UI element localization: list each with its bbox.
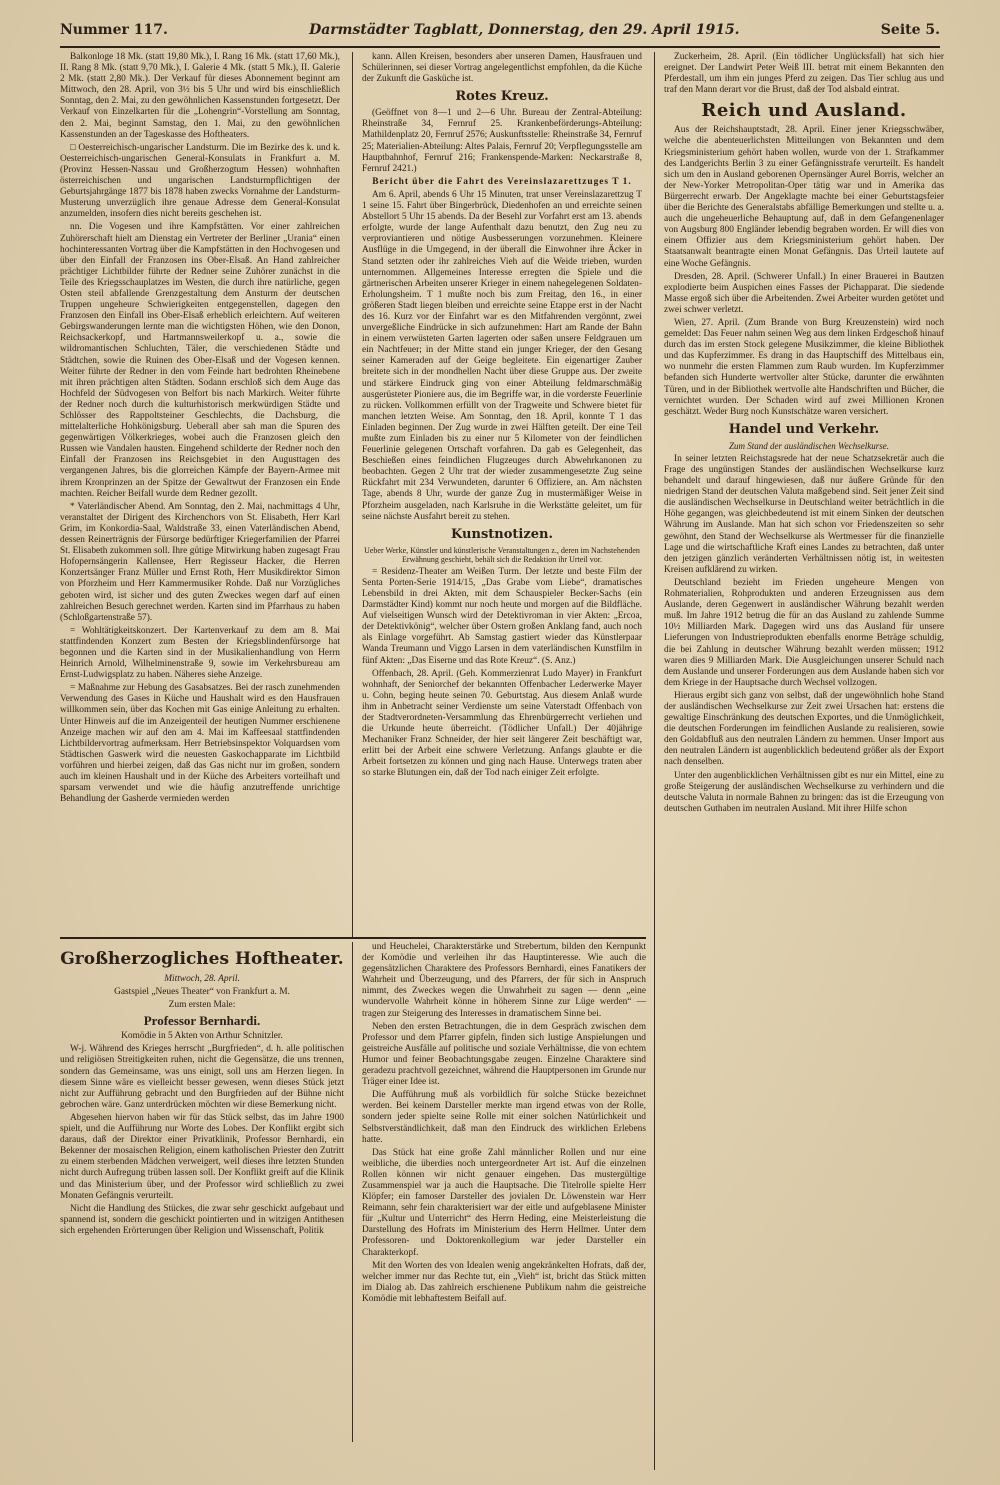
article-paragraph: W-j. Während des Krieges herrscht „Burgfrieden“, d. h. alle politischen und religiösen Streitigkeiten ruhen, nicht die Gegensätze, die uns trennen, sondern das Gemeinsame, was uns einigt, soll uns am Herzen liegen. In diesem Sinne wäre es vielleicht besser gewesen, wenn dieses Stück jetzt nicht zur Aufführung gebracht und den Burgfrieden auf der Bühne nicht gebrochen wäre. Ganz unterdrücken möchten wir diese Bemerkung nicht. xyxy=(60,1044,344,1110)
play-title: Professor Bernhardi. xyxy=(143,1013,261,1029)
article-paragraph: Unter den augenblicklichen Verhältnissen gibt es nur ein Mittel, eine zu große Steigerung der ausländischen Wechselkurse zu verhindern und die deutsche Valuta in normale Bahnen zu bringen: das ist die Erzeugung von deutschen Guthaben im neutralen Ausland. Mit ihrer Hilfe schon xyxy=(664,770,944,814)
article-paragraph: Mit den Worten des von Idealen wenig angekränkelten Hofrats, daß der, welcher immer nur das Rechte tut, ein „Vieh“ ist, bricht das Stück mitten im Dialog ab. Das zahlreich erschienene Publikum nahm die geistreiche Komödie mit lebhaftestem Beifall auf. xyxy=(362,1260,646,1304)
performance-date: Mittwoch, 28. April. xyxy=(164,974,240,984)
column-divider xyxy=(352,52,353,937)
section-heading-reich: Reich und Ausland. xyxy=(701,100,907,122)
play-genre: Komödie in 5 Akten von Arthur Schnitzler. xyxy=(121,1031,283,1042)
article-paragraph: Abgesehen hiervon haben wir für das Stück selbst, das im Jahre 1900 spielt, und die Aufführung nur Worte des Lobes. Der Konflikt ergibt sich daraus, daß der Direktor einer Privatklinik, Professor Bernhardi, ein Bekenner der mosaischen Religion, einem katholischen Priester den Zutritt zu einem sterbenden Mädchen verweigert, weil dieses ihre letzten Stunden nicht durch Aufregung trüben lassen soll. Der Konflikt greift auf die Klinik und das Ministerium über, und der Professor wird schließlich zu zwei Monaten Gefängnis verurteilt. xyxy=(60,1112,344,1201)
red-cross-info: (Geöffnet von 8—1 und 2—6 Uhr. Bureau der Zentral-Abteilung: Rheinstraße 34, Fernruf 25. Krankenbeförderungs-Abteilung: Mathildenplatz 20, Fernruf 2576; Auskunftsstelle: Rheinstraße 34, Fernruf 25; Materialien-Abteilung: Altes Palais, Fernruf 20; Verpflegungsstelle am Hauptbahnhof, Fernruf 216; Frankenspende-Marken: Neckarstraße 8, Fernruf 2421.) xyxy=(362,108,642,174)
column-local-news xyxy=(60,52,340,937)
column-divider xyxy=(352,942,353,1442)
article-paragraph: kann. Allen Kreisen, besonders aber unseren Damen, Hausfrauen und Schülerinnen, sei dieser Vortrag angelegentlichst empfohlen, da die Küche der Zukunft die Gasküche ist. xyxy=(362,52,642,85)
article-paragraph: In seiner letzten Reichstagsrede hat der neue Schatzsekretär auch die Frage des ungünstigen Standes der ausländischen Wechselkurse kurz behandelt und darauf hingewiesen, daß nur äußere Gründe für den niedrigen Stand der deutschen Valuta maßgebend sind. Seit jener Zeit sind die ausländischen Wechselkurse in Deutschland weiter beträchtlich in die Höhe gegangen, was gleichbedeutend ist mit einem Sinken der deutschen Währung im Auslande. Man hat sich schon vor Friedenszeiten so sehr gewöhnt, den Stand der Wechselkurse als Wertmesser für die finanzielle Lage und die wirtschaftliche Kraft eines Landes zu betrachten, daß unter den jetzigen gänzlich veränderten Verhältnissen nötig ist, in weitesten Kreisen aufklärend zu wirken. xyxy=(664,453,944,575)
theater-heading: Großherzogliches Hoftheater. xyxy=(60,949,344,969)
article-paragraph: Dresden, 28. April. (Schwerer Unfall.) In einer Brauerei in Bautzen explodierte beim Auspichen eines Fasses der Pichapparat. Die siedende Masse ergoß sich über die Arbeitenden. Zwei Arbeiter wurden getötet und zwei schwer verletzt. xyxy=(664,271,944,315)
article-paragraph: Die Aufführung muß als vorbildlich für solche Stücke bezeichnet werden. Bei keinem Darsteller merkte man irgend etwas von der Rolle, sondern jeder spielte seine Rolle mit einer solchen Natürlichkeit und Selbstverständlichkeit, daß man den Eindruck des wirklichen Erlebens hatte. xyxy=(362,1090,646,1145)
issue-number: Nummer 117. xyxy=(60,22,168,38)
trade-subtitle: Zum Stand der ausländischen Wechselkurse. xyxy=(729,440,889,451)
article-paragraph: Aus der Reichshauptstadt, 28. April. Einer jener Kriegsschwäber, welche die abenteuerlichsten Mitteilungen von Bekannten und dem Kriegsministerium gehört haben wollen, wurde von der 1. Strafkammer des Landgerichts Berlin 3 zu einer Gefängnisstrafe verurteilt. Es handelt sich um den in Ausland geborenen Opernsänger Aurel Borris, welcher an der New-Yorker Metropolitan-Oper tätig war und in Amerika das Bürgerrecht erwarb. Der Angeklagte machte bei einer Geburtstagsfeier über die Berichte des Generalstabs abfällige Bemerkungen und stellte u. a. auch die ungeheuerliche Behauptung auf, daß in dem Gefangenenlager von Augsburg 800 Engländer lebendig begraben worden. Er will dies von einem Offizier aus dem Kriegsministerium gehört haben. Der Staatsanwalt beantragte einen Monat Gefängnis. Das Urteil lautete auf eine Woche Gefängnis. xyxy=(664,125,944,269)
article-paragraph: nn. Die Vogesen und ihre Kampfstätten. Vor einer zahlreichen Zuhörerschaft hielt am Dienstag ein Vertreter der Berliner „Urania“ einen hochinteressanten Vortrag über die Kampfstätten in den Hochvogesen und über den Einfall der Franzosen ins Ober-Elsaß. An Hand zahlreicher prächtiger Lichtbilder führte der Redner seine Zuhörer zunächst in die Teile des Kriegsschauplatzes im Westen, die durch ihre natürliche, gegen Osten steil abfallende Grenzgestaltung dem Ansturm der deutschen Truppen ungeheure Schwierigkeiten entgegenstellen, dagegen den Franzosen den Einfall ins Ober-Elsaß erheblich erleichtern. Auf weiteren Gebirgswanderungen lernte man die wichtigsten Höhen, wie den Donon, Reichsackerkopf, und Hartmannsweilerkopf u. a., sowie die wildromantischen Schluchten, Täler, die verschiedenen Städte und Städtchen, sowie die Ruinen des Ober-Elsaß und der Vogesen kennen. Weiter führte der Redner in den vom Feinde hart bedrohten Rheinebene mit ihren prächtigen alten Städten. Sodann erschloß sich dem Auge das Hochfeld der Südvogesen von Belfort bis nach Markirch. Weiter führte der Redner noch durch die kulturhistorisch merkwürdigen Städte und Schlösser des Rappoltsteiner Geschlechts, die Dachsburg, die mittelalterliche Hohkönigsburg. Ueberall aber sah man die Spuren des gegenwärtigen Völkerkrieges, wobei auch die Franzosen gleich den Russen wie Vandalen hausten. Eingehend schilderte der Redner noch den Einfall der Franzosen ins Reichsgebiet in den Augusttagen des vergangenen Jahres, bis die glorreichen Kämpfe der Bayern-Armee mit ihrem Kronprinzen an der Spitze der Gewaltwut der Franzosen ein Ende machten. Reicher Beifall wurde dem Redner gezollt. xyxy=(60,222,340,499)
article-paragraph: Hieraus ergibt sich ganz von selbst, daß der ungewöhnlich hohe Stand der ausländischen Wechselkurse zur Zeit zwei Ursachen hat: erstens die gewaltige Einschränkung des deutschen Exportes, und die Unmöglichkeit, die deutschen Forderungen im feindlichen Auslande zu realisieren, sowie den Goldabfluß aus den neutralen Ländern zu hemmen. Unser Import aus den neutralen Ländern ist augenblicklich bedeutend größer als der Export nach denselben. xyxy=(664,690,944,768)
article-paragraph: = Residenz-Theater am Weißen Turm. Der letzte und beste Film der Senta Porten-Serie 1914/15, „Das Grabe vom Liebe“, dramatisches Lebensbild in drei Akten, mit dem Schauspieler Becker-Sachs (ein Darmstädter Kind) kommt nur noch heute und morgen auf die Bildfläche. Auf vielseitigen Wunsch wird der Detektivroman in vier Akten: „Ercoa, der Detektivkönig“, welcher über Ostern großen Anklang fand, auch noch als Einlage vorgeführt. Ab Samstag gastiert wieder das Künstlerpaar Wanda Treumann und Viggo Larsen in dem vaterländischen Kunstfilm in fünf Akten: „Das Eiserne und das Rote Kreuz“. (S. Anz.) xyxy=(362,566,642,666)
report-title: Bericht über die Fahrt des Vereinslazarettzuges T 1. xyxy=(372,176,632,187)
first-performance: Zum ersten Male: xyxy=(168,1000,236,1011)
page-header xyxy=(60,22,940,48)
masthead: Darmstädter Tagblatt, Donnerstag, den 29. April 1915. xyxy=(309,22,740,38)
article-paragraph: □ Oesterreichisch-ungarischer Landsturm. Die im Bezirke des k. und k. Oesterreichisch-ungarischen General-Konsulats in Frankfurt a. M. (Provinz Hessen-Nassau und Großherzogtum Hessen) wohnhaften österreichischen und ungarischen Landsturmpflichtigen der Geburtsjahrgänge 1877 bis 1878 haben zwecks Vornahme der Landsturm-Musterung unverzüglich ihre genaue Adresse dem General-Konsulat anzumelden, insofern dies nicht bereits geschehen ist. xyxy=(60,142,340,220)
page-number: Seite 5. xyxy=(880,22,940,38)
article-paragraph: Am 6. April, abends 6 Uhr 15 Minuten, trat unser Vereinslazarettzug T 1 seine 15. Fahrt über Bingerbrück, Diedenhofen an und erreichte seinen Abstellort 5 Uhr 15 abends. Da der Besehl zur Vorfahrt erst am 13. abends erfolgte, wurde der lange Aufenthalt dazu benutzt, den Zug neu zu verproviantieren und nötige Ausbesserungen vorzunehmen. Kleinere Ausflüge in die Umgegend, in der überall die Einwohner ihre Äcker in Stand setzten oder ihr zahlreiches Vieh auf die Weide trieben, wurden unternommen. Allgemeines Interesse erregten die Spiele und die gärtnerischen Arbeiten unserer Krieger in einem nahegelegenen Soldaten-Erholungsheim. T 1 mußte noch bis zum Freitag, den 16., in einer größeren Stadt liegen bleiben und erreichte seine Etappe erst in der Nacht des 16. Kurz vor der Einfahrt war es den Mitfahrenden vergönnt, zwei unvergeßliche Eindrücke in sich aufzunehmen: Hart am Rande der Bahn in einem verwüsteten Garten lagerten oder saßen unsere Feldgrauen um ein Nachtfeuer; in der Mitte stand ein junger Krieger, der den Gesang seiner Kameraden auf der Geige begleitete. Ein eigenartiger Zauber breitete sich in der mondhellen Nacht über diese Gruppe aus. Der zweite und stärkere Eindruck ging von einer Abteilung feldmarschmäßig ausgerüsteter Pioniere aus, die im Begriffe war, in die vorderste Feuerlinie zu rücken. Vollkommen erfüllt von der Tragweite und Schwere bietet für manchen letzten Weise. Am Sonntag, den 18. April, konnte T 1 das Einladen beginnen. Der Zug wurde in zwei Hälften geteilt. Der eine Teil mußte zum Einladen bis zu einer nur 5 Kilometer von der feindlichen Feuerlinie gelegenen Ortschaft vorfahren. Da gab es Gelegenheit, das Beschießen eines feindlichen Flugzeuges durch Abwehrkanonen zu beobachten. Gegen 2 Uhr trat der wieder zusammengesetzte Zug seine Rückfahrt mit 234 Verwundeten, darunter 6 Offiziere, an. Am nächsten Tage, abends 8 Uhr, wurde der ganze Zug in mustermäßiger Weise in Pforzheim ausgeladen, nach Karlsruhe in die Werkstätte geleitet, um für seine nächste Ausfahrt bereit zu stehen. xyxy=(362,189,642,522)
article-paragraph: und Heuchelei, Charakterstärke und Strebertum, bilden den Kernpunkt der Komödie und verleihen ihr das Hauptinteresse. Wie auch die gegensätzlichen Charaktere des Professors Bernhardi, eines Fanatikers der Wahrheit und Überzeugung, und des Pfarrers, der für sich in Anspruch nimmt, des Zweckes wegen die Unwahrheit zu sagen — denn „eine wundervolle Wahrheit könne in höherem Sinne zur Lüge werden“ — tragen zur Steigerung des Interesses in dramatischem Sinne bei. xyxy=(362,942,646,1019)
article-paragraph: Nicht die Handlung des Stückes, die zwar sehr geschickt aufgebaut und spannend ist, sondern die geschickt pointierten und in witzigen Antithesen sich ergehenden Erörterungen über Religion und Wissenschaft, Politik xyxy=(60,1203,344,1236)
theater-review xyxy=(60,942,344,1442)
article-paragraph: Neben den ersten Betrachtungen, die in dem Gespräch zwischen dem Professor und dem Pfarrer gipfeln, finden sich lustige Anspielungen und geistreiche Ausfälle auf politische und soziale Verhältnisse, die von echtem Humor und feiner Beobachtungsgabe zeugen. Einzelne Charaktere sind geradezu prachtvoll gezeichnet, während die Hauptpersonen im Grunde nur Träger einer Idee ist. xyxy=(362,1021,646,1088)
article-paragraph: Das Stück hat eine große Zahl männlicher Rollen und nur eine weibliche, die überdies noch untergeordneter Art ist. Auf die einzelnen Rollen können wir nicht genauer eingehen. Das mustergültige Zusammenspiel war ja auch die Hauptsache. Die Titelrolle spielte Herr Klöpfer; ein famoser Darsteller des jovialen Dr. Löwenstein war Herr Reimann, sehr fein charakterisiert war der eitle und aufgeblasene Minister für „Kultur und Unterricht“ des Herrn Heding, eine Meisterleistung die Darstellung des Hofrats im Ministerium des Herrn Hellmer. Unter dem Professoren- und Doktorenkollegium war jeder Darsteller ein Charakterkopf. xyxy=(362,1147,646,1258)
article-paragraph: Balkonloge 18 Mk. (statt 19,80 Mk.), I. Rang 16 Mk. (statt 17,60 Mk.), II. Rang 8 Mk. (statt 9,70 Mk.), I. Galerie 4 Mk. (statt 5 Mk.), II. Galerie 2 Mk. (statt 2,80 Mk.). Der Verkauf für dieses Abonnement beginnt am Mittwoch, den 28. April, von 3½ bis 5 Uhr und wird bis einschließlich Sonntag, den 2. Mai, zu den gewöhnlichen Kassenstunden fortgesetzt. Der Verkauf von Einzelkarten für die „Lohengrin“-Vorstellung am Sonntag, den 2. Mai, beginnt Samstag, den 1. Mai, zu den gewöhnlichen Kassenstunden an der Tageskasse des Hoftheaters. xyxy=(60,52,340,140)
guest-performance: Gastspiel „Neues Theater“ von Frankfurt a. M. xyxy=(114,987,290,998)
column-red-cross xyxy=(362,52,642,937)
section-heading-red-cross: Rotes Kreuz. xyxy=(455,89,549,105)
article-paragraph: Deutschland bezieht im Frieden ungeheure Mengen von Rohmaterialien, Rohprodukten und anderen Erzeugnissen aus dem Auslande, deren Gegenwert in ausländischer Währung bezahlt werden muß. Im Jahre 1912 betrug die für an das Ausland zu zahlende Summe 10½ Milliarden Mark. Dagegen wird uns das Ausland für unsere Lieferungen von Industrieprodukten ebenfalls enorme Beträge schuldig, die bei Zahlung in deutscher Währung bezahlt werden müssen; 1912 waren dies 9 Milliarden Mark. Die Ausgleichungen unserer Schuld nach dem Auslande und unserer Forderungen aus dem Auslande haben sich vor dem Kriege in der Hauptsache durch Wechsel vollzogen. xyxy=(664,577,944,688)
article-paragraph: Offenbach, 28. April. (Geh. Kommerzienrat Ludo Mayer) in Frankfurt wohnhaft, der Seniorchef der bekannten Offenbacher Lederwerke Mayer u. Cohn, beging heute seinen 70. Geburtstag. Aus diesem Anlaß wurde ihm in Anbetracht seiner Verdienste um seine Vaterstadt Offenbach von der Stadtverordneten-Versammlung das Ehrenbürgerrecht verliehen und die Urkunde heute überreicht. (Tödlicher Unfall.) Der 40jährige Mechaniker Franz Schneider, der hier seit längerer Zeit beschäftigt war, erlitt bei der Arbeit eine schwere Verletzung. Anfangs glaubte er die Arbeit fortsetzen zu können und ging nach Hause. Unterwegs traten aber so starke Blutungen ein, daß der Tod nach einiger Zeit erfolgte. xyxy=(362,668,642,779)
section-divider xyxy=(60,937,646,939)
article-paragraph: = Wohltätigkeitskonzert. Der Kartenverkauf zu dem am 8. Mai stattfindenden Konzert zum Besten der Kriegsblindenfürsorge hat begonnen und die Karten sind in der Musikalienhandlung von Herrn Heinrich Arnold, Wilhelminenstraße 9, sowie im Verkehrsbureau am Ernst-Ludwigsplatz zu haben. Näheres siehe Anzeige. xyxy=(60,625,340,681)
column-empire-abroad xyxy=(664,52,944,1470)
section-heading-trade: Handel und Verkehr. xyxy=(728,421,880,437)
editorial-note: Ueber Werke, Künstler und künstlerische Veranstaltungen z., deren im Nachstehenden Erwähnung geschieht, behält sich die Redaktion ihr Urteil vor. xyxy=(364,545,640,565)
theater-review-continued xyxy=(362,942,646,1442)
article-paragraph: * Vaterländischer Abend. Am Sonntag, den 2. Mai, nachmittags 4 Uhr, veranstaltet der Dirigent des Kirchenchors von St. Elisabeth, Herr Karl Grim, im Konkordia-Saal, Waldstraße 33, einen Vaterländischen Abend, dessen Reinerträgnis der Fürsorge bedürftiger Kriegerfamilien der Pfarrei St. Elisabeth zukommen soll. Ihre gütige Mitwirkung haben zugesagt Frau Hofopernsängerin Kallensee, Herr Regisseur Hacker, die Herren Konzertsänger Franz Müller und Ernst Roth, Herr Musikdirektor Simon von Pforzheim und Herr Kammermusiker Rohde. Daß nur Vorzügliches geboten wird, ist sicher und des guten Zweckes wegen darf auf einen zahlreichen Besuch gerechnet werden. Karten sind im Pfarrhaus zu haben (Schloßgartenstraße 57). xyxy=(60,501,340,623)
column-divider xyxy=(654,52,655,1470)
article-paragraph: Zuckerheim, 28. April. (Ein tödlicher Unglücksfall) hat sich hier ereignet. Der Landwirt Peter Weiß III. betrat mit einem Bekannten den Pferdestall, um ihm ein junges Pferd zu zeigen. Das Tier schlug aus und traf den Mann derart vor die Brust, daß der Tod alsbald eintrat. xyxy=(664,52,944,96)
article-paragraph: Wien, 27. April. (Zum Brande von Burg Kreuzenstein) wird noch gemeldet: Das Feuer nahm seinen Weg aus dem linken Erdgeschoß hinauf durch das im ersten Stock gelegene Musikzimmer, die kleine Bibliothek und das Kupferzimmer. Es drang in das Hauptschiff des Mittelbaus ein, wo nunmehr die ersten Flammen zum Raub wurden. Im Kupferzimmer befanden sich Hunderte wertvoller alter Stücke, darunter die erwähnten Türen, und in der Bibliothek wertvolle alte Handschriften und Bücher, die vernichtet wurden. Der Schaden wird auf zwei Millionen Kronen geschätzt. Weder Burg noch Kunstschätze waren versichert. xyxy=(664,317,944,417)
section-heading-art-notes: Kunstnotizen. xyxy=(451,526,553,542)
article-paragraph: = Maßnahme zur Hebung des Gasabsatzes. Bei der rasch zunehmenden Verwendung des Gases in Küche und Haushalt wird es den Hausfrauen willkommen sein, über das Kochen mit Gas einige Anleitung zu erhalten. Unter Hinweis auf die im Anzeigenteil der heutigen Nummer erschienene Anzeige machen wir auf den am 4. Mai im Kaffeesaal stattfindenden Lichtbildervortrag aufmerksam. Herr Betriebsinspektor Volquardsen vom Städtischen Gaswerk wird die neuesten Gaskochapparate im Lichtbild vorführen und hierbei zeigen, daß das Gas nicht nur im großen, sondern auch im kleinen Haushalt und in der Küche des Arbeiters vorteilhaft und sparsam verwendet und wie die häufig anzutreffende unrichtige Behandlung der Gasherde vermieden werden xyxy=(60,683,340,805)
